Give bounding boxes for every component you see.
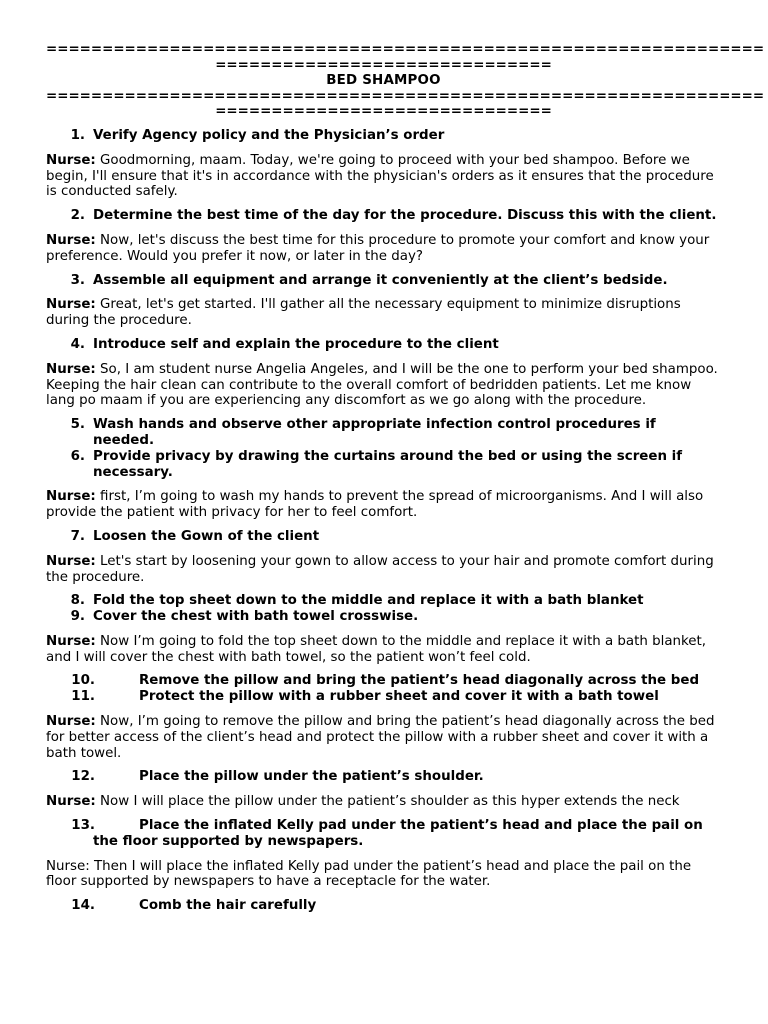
step-number: 6.	[70, 448, 85, 464]
speaker-label: Nurse:	[46, 361, 96, 377]
speaker-label: Nurse:	[46, 152, 96, 168]
dialogue-text: Now I will place the pillow under the patient’s shoulder as this hyper extends the neck	[100, 794, 680, 810]
dialogue-text: first, I’m going to wash my hands to prevent the spread of microorganisms. And I will also provide the patient with privacy for her to feel comfort.	[46, 489, 704, 521]
procedure-step	[46, 417, 721, 449]
step-text: Provide privacy by drawing the curtains around the bed or using the screen if necessary.	[93, 448, 683, 480]
step-text: Determine the best time of the day for the procedure. Discuss this with the client.	[93, 208, 717, 224]
procedure-step	[46, 337, 721, 353]
step-number: 4.	[70, 336, 85, 352]
procedure-step	[46, 689, 721, 705]
procedure-step	[46, 273, 721, 289]
document-title: BED SHAMPOO	[326, 73, 441, 89]
step-number: 8.	[70, 593, 85, 609]
header-rule: ================================================================	[46, 88, 765, 104]
dialogue-text: Now I’m going to fold the top sheet down to the middle and replace it with a bath blanket, and I will cover the chest with bath towel, so the patient won’t feel cold.	[46, 633, 707, 665]
procedure-step	[46, 609, 721, 625]
nurse-dialogue	[46, 859, 721, 891]
step-text: Remove the pillow and bring the patient’s head diagonally across the bed	[139, 673, 700, 689]
step-number: 7.	[70, 528, 85, 544]
step-number: 14.	[71, 898, 95, 914]
speaker-label: Nurse:	[46, 489, 96, 505]
procedure-content	[46, 128, 721, 914]
step-number: 3.	[70, 272, 85, 288]
speaker-label: Nurse:	[46, 714, 96, 730]
step-text: Wash hands and observe other appropriate infection control procedures if needed.	[93, 417, 656, 448]
speaker-label: Nurse:	[46, 633, 96, 649]
nurse-dialogue	[46, 794, 721, 810]
step-text: Place the inflated Kelly pad under the patient’s head and place the pail on the floor supported by newspapers.	[93, 818, 703, 849]
nurse-dialogue	[46, 714, 721, 761]
header-rule: ==============================	[215, 104, 552, 120]
step-text: Place the pillow under the patient’s shoulder.	[139, 769, 484, 785]
step-text: Protect the pillow with a rubber sheet and cover it with a bath towel	[139, 689, 659, 705]
document-page	[46, 42, 765, 914]
header-rule: ================================================================	[46, 42, 765, 57]
step-text: Comb the hair carefully	[139, 898, 317, 914]
step-number: 2.	[70, 208, 85, 224]
dialogue-text: Great, let's get started. I'll gather all the necessary equipment to minimize disruptions during the procedure.	[46, 297, 681, 329]
header-rule: ==============================	[215, 57, 552, 73]
step-text: Fold the top sheet down to the middle and replace it with a bath blanket	[93, 593, 644, 609]
procedure-step	[46, 593, 721, 609]
dialogue-text: Nurse: Then I will place the inflated Kelly pad under the patient’s head and place the pail on the floor supported by newspapers to have a receptacle for the water.	[46, 858, 692, 890]
procedure-step	[46, 128, 721, 144]
nurse-dialogue	[46, 233, 721, 265]
step-number: 13.	[71, 818, 95, 834]
nurse-dialogue	[46, 554, 721, 586]
dialogue-text: Now, I’m going to remove the pillow and bring the patient’s head diagonally across the bed for better access of the client’s head and protect the pillow with a rubber sheet and cover it with a bath towel.	[46, 714, 715, 761]
step-text: Verify Agency policy and the Physician’s order	[93, 127, 445, 143]
dialogue-text: Goodmorning, maam. Today, we're going to proceed with your bed shampoo. Before we begin, I'll ensure that it's in accordance with the physician's orders as it ensures that the procedure is conducted safely.	[46, 152, 714, 200]
procedure-step	[46, 529, 721, 545]
step-number: 9.	[70, 609, 85, 625]
step-text: Assemble all equipment and arrange it conveniently at the client’s bedside.	[93, 272, 668, 288]
step-number: 1.	[70, 127, 85, 143]
step-number: 5.	[70, 417, 85, 433]
dialogue-text: Let's start by loosening your gown to allow access to your hair and promote comfort during the procedure.	[46, 553, 714, 585]
dialogue-text: So, I am student nurse Angelia Angeles, and I will be the one to perform your bed shampoo. Keeping the hair clean can contribute to the overall comfort of bedridden patients. Let me know lang po maam if you are experiencing any discomfort as we go along with the procedure.	[46, 361, 718, 409]
step-number: 12.	[71, 769, 95, 785]
procedure-step	[46, 818, 721, 850]
nurse-dialogue	[46, 489, 721, 521]
procedure-step	[46, 673, 721, 689]
speaker-label: Nurse:	[46, 553, 96, 569]
step-text: Introduce self and explain the procedure to the client	[93, 336, 499, 352]
step-number: 10.	[71, 673, 95, 689]
procedure-step	[46, 898, 721, 914]
step-text: Cover the chest with bath towel crosswise.	[93, 609, 419, 625]
speaker-label: Nurse:	[46, 297, 96, 313]
dialogue-text: Now, let's discuss the best time for this procedure to promote your comfort and know your preference. Would you prefer it now, or later in the day?	[46, 232, 710, 264]
step-text: Loosen the Gown of the client	[93, 528, 320, 544]
procedure-step	[46, 449, 721, 481]
speaker-label: Nurse:	[46, 794, 96, 810]
procedure-step	[46, 769, 721, 785]
nurse-dialogue	[46, 634, 721, 666]
step-number: 11.	[71, 689, 95, 705]
procedure-step	[46, 208, 721, 224]
speaker-label: Nurse:	[46, 232, 96, 248]
nurse-dialogue	[46, 153, 721, 200]
nurse-dialogue	[46, 297, 721, 329]
nurse-dialogue	[46, 362, 721, 409]
